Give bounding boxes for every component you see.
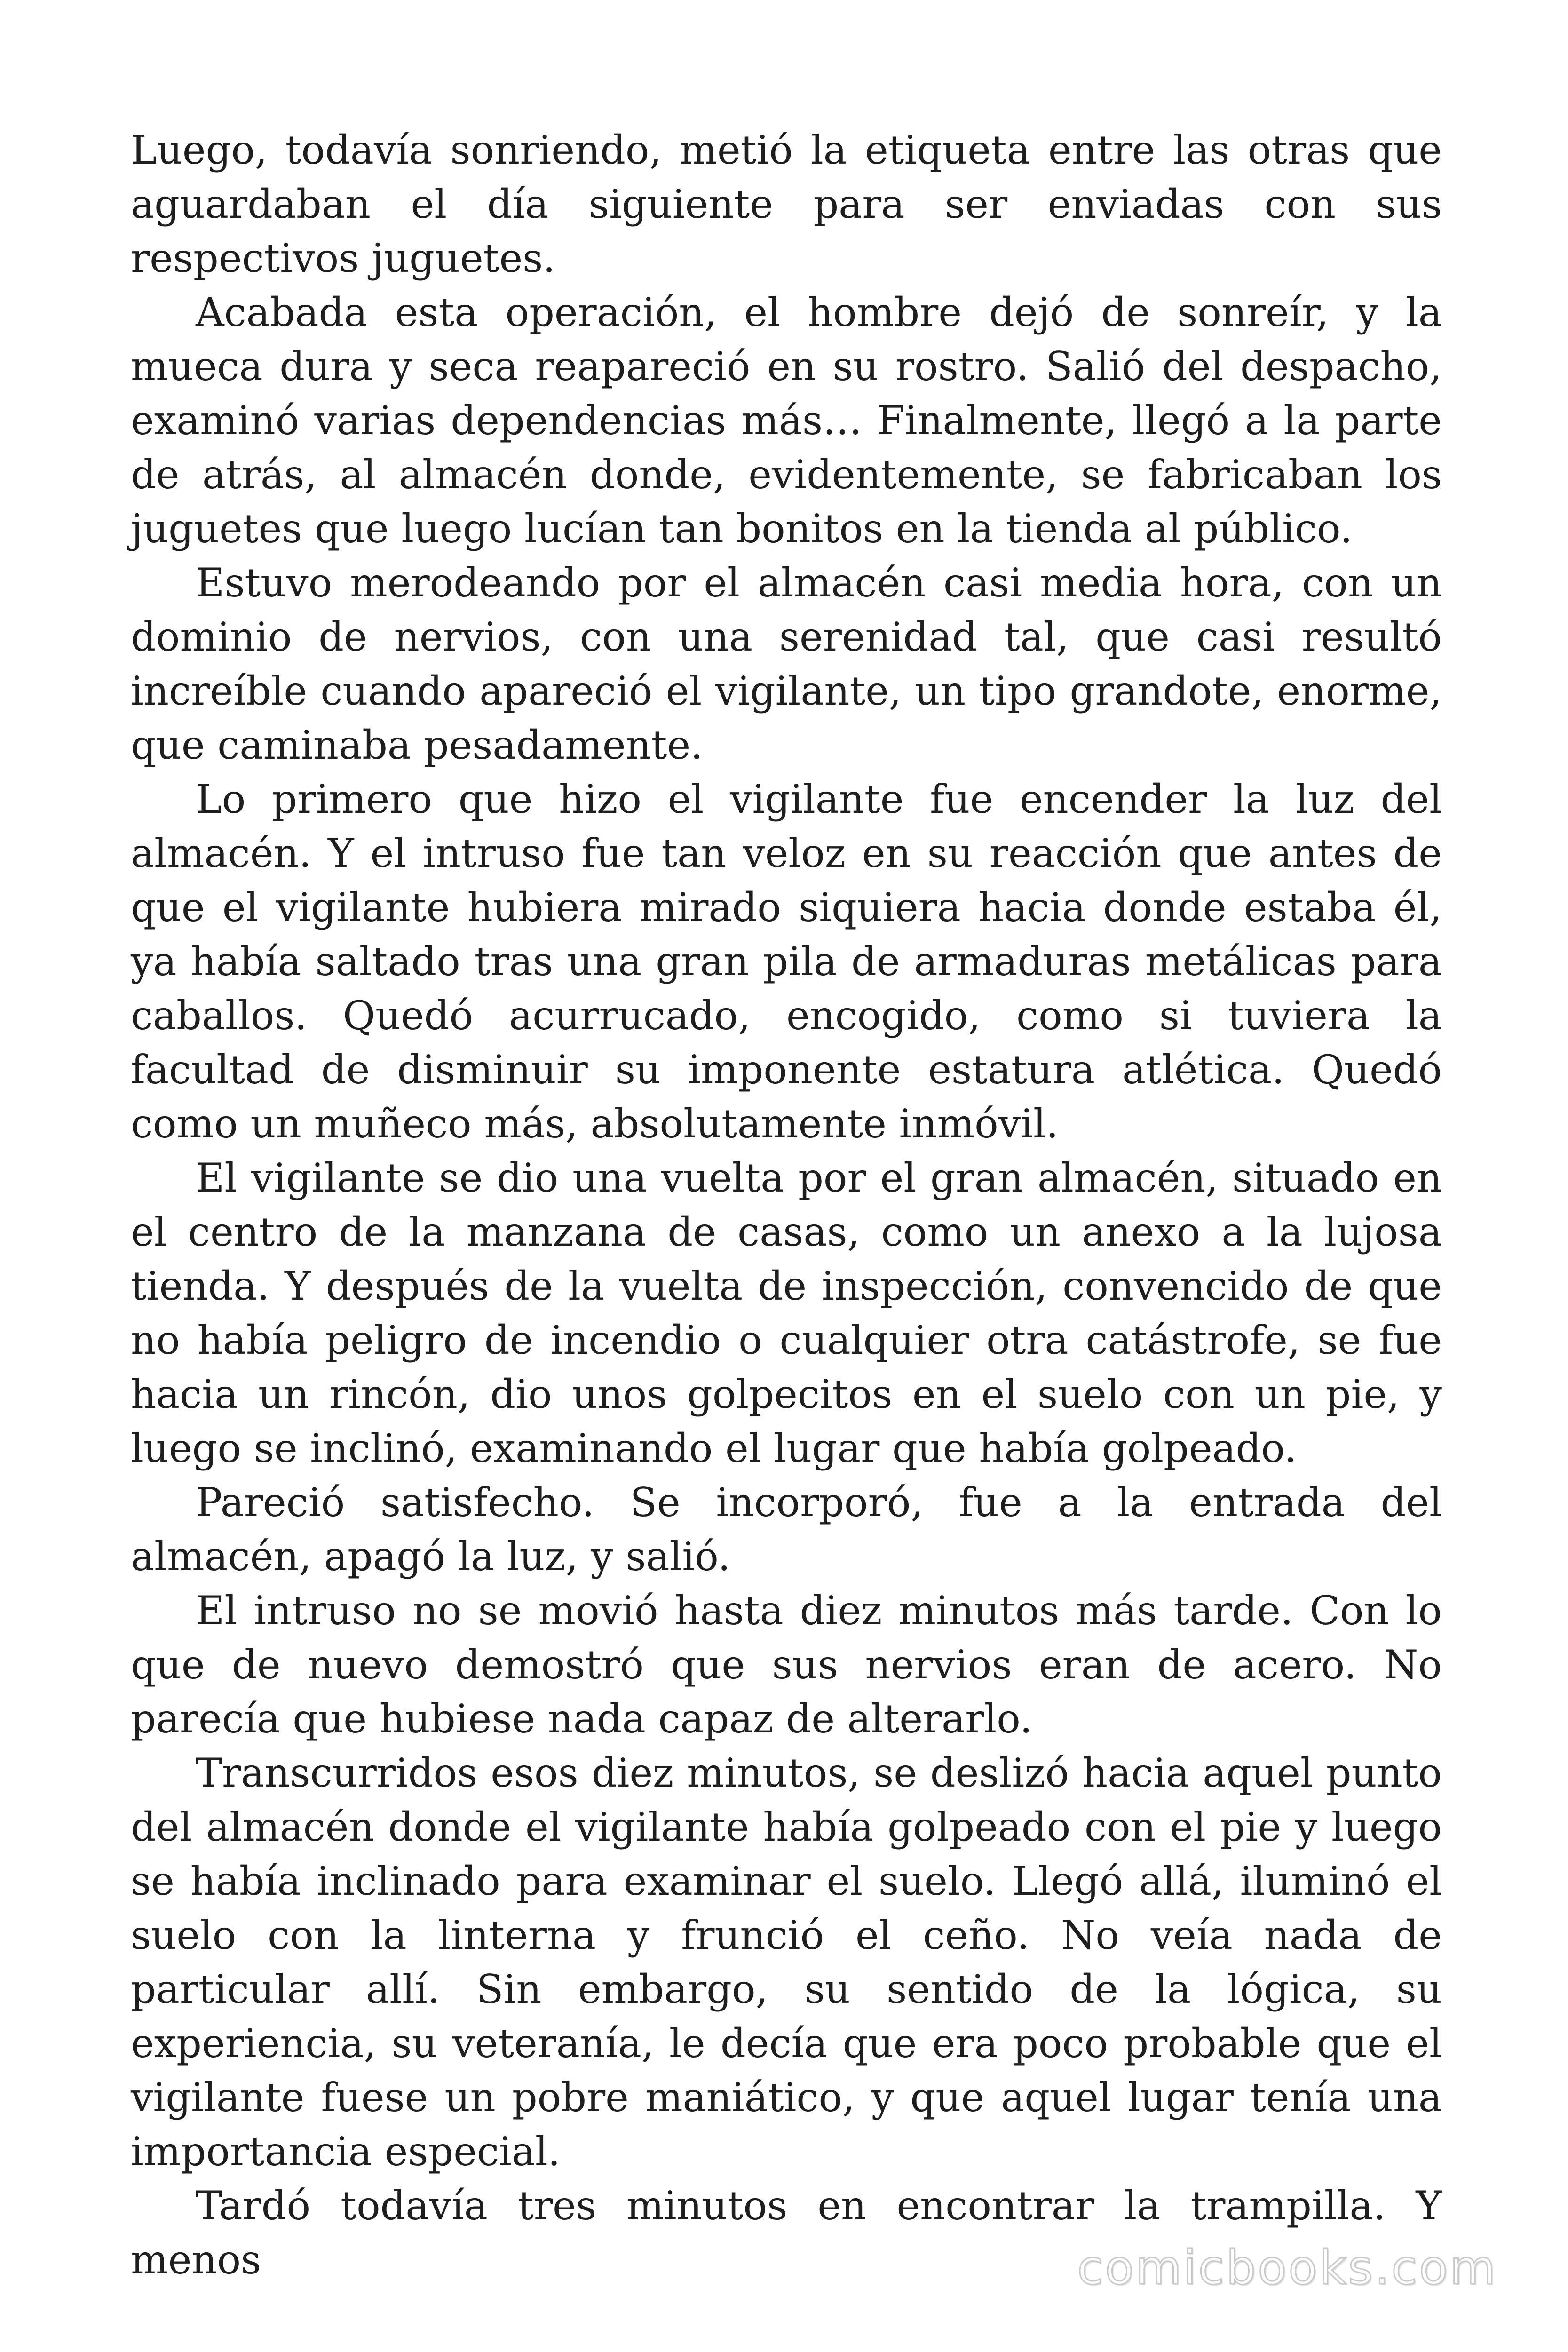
paragraph-6: Pareció satisfecho. Se incorporó, fue a la entrada del almacén, apagó la luz, y salió. [131,1479,1442,1580]
paragraph-8: Transcurridos esos diez minutos, se deslizó hacia aquel punto del almacén donde el vigilante había golpeado con el pie y luego se había inclinado para examinar el suelo. Llegó allá, iluminó el suelo con la linterna y frunció el ceño. No veía nada de particular allí. Sin embargo, su sentido de la lógica, su experiencia, su veteranía, le decía que era poco probable que el vigilante fuese un pobre maniático, y que aquel lugar tenía una importancia especial. [131,1750,1442,2175]
paragraph-4: Lo primero que hizo el vigilante fue encender la luz del almacén. Y el intruso fue tan veloz en su reacción que antes de que el vigilante hubiera mirado siquiera hacia donde estaba él, ya había saltado tras una gran pila de armaduras metálicas para caballos. Quedó acurrucado, encogido, como si tuviera la facultad de disminuir su imponente estatura atlética. Quedó como un muñeco más, absolutamente inmóvil. [131,776,1442,1147]
watermark: comicbooks.com [1077,2240,1497,2295]
document-body [131,123,1442,2287]
paragraph-7: El intruso no se movió hasta diez minutos más tarde. Con lo que de nuevo demostró que sus nervios eran de acero. No parecía que hubiese nada capaz de alterarlo. [131,1588,1442,1742]
paragraph-1: Luego, todavía sonriendo, metió la etiqueta entre las otras que aguardaban el día siguiente para ser enviadas con sus respectivos juguetes. [131,127,1442,281]
paragraph-9: Tardó todavía tres minutos en encontrar la trampilla. Y menos [131,2183,1442,2283]
paragraph-5: El vigilante se dio una vuelta por el gran almacén, situado en el centro de la manzana de casas, como un anexo a la lujosa tienda. Y después de la vuelta de inspección, convencido de que no había peligro de incendio o cualquier otra catástrofe, se fue hacia un rincón, dio unos golpecitos en el suelo con un pie, y luego se inclinó, examinando el lugar que había golpeado. [131,1155,1442,1471]
paragraph-2: Acabada esta operación, el hombre dejó de sonreír, y la mueca dura y seca reapareció en su rostro. Salió del despacho, examinó varias dependencias más… Finalmente, llegó a la parte de atrás, al almacén donde, evidentemente, se fabricaban los juguetes que luego lucían tan bonitos en la tienda al público. [131,289,1442,552]
paragraph-3: Estuvo merodeando por el almacén casi media hora, con un dominio de nervios, con una serenidad tal, que casi resultó increíble cuando apareció el vigilante, un tipo grandote, enorme, que caminaba pesadamente. [131,560,1442,768]
